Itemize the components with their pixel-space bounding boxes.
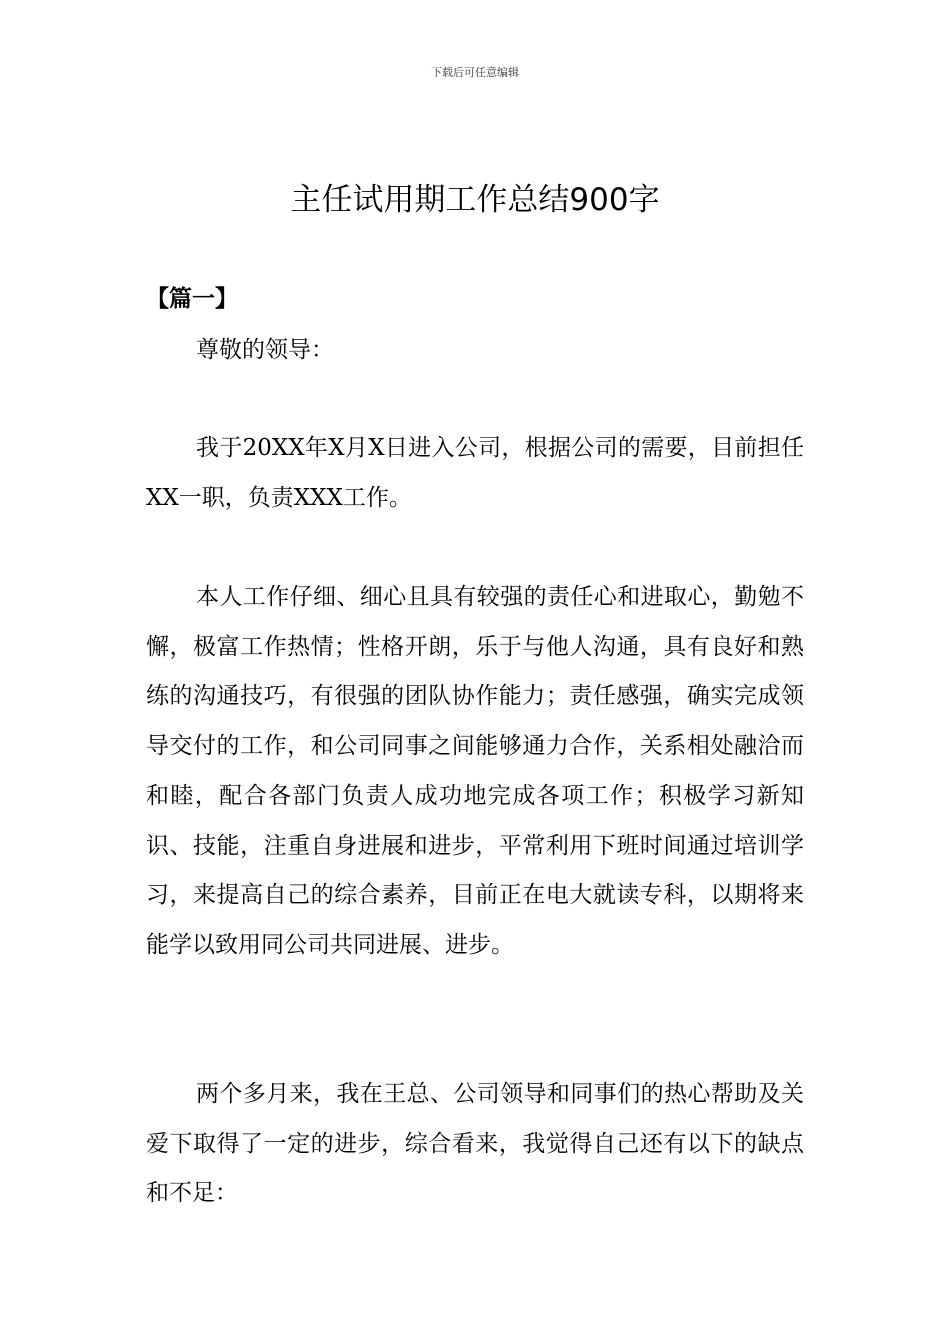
header-note: 下载后可任意编辑 xyxy=(431,66,519,79)
section-label: 【篇一】 xyxy=(146,286,238,312)
salutation: 尊敬的领导： xyxy=(196,337,334,363)
paragraph-self-assessment: 本人工作仔细、细心且具有较强的责任心和进取心，勤勉不懈，极富工作热情；性格开朗，乐于与他人沟通，具有良好和熟练的沟通技巧，有很强的团队协作能力；责任感强，确实完成领导交付的工作，和公司同事之间能够通力合作，关系相处融洽而和睦，配合各部门负责人成功地完成各项工作；积极学习新知识、技能，注重自身进展和进步，平常利用下班时间通过培训学习，来提高自己的综合素养，目前正在电大就读专科，以期将来能学以致用同公司共同进展、进步。 xyxy=(146,584,804,958)
document-title: 主任试用期工作总结900字 xyxy=(290,182,660,218)
paragraph-intro: 我于20XX年X月X日进入公司，根据公司的需要，目前担任XX一职，负责XXX工作。 xyxy=(146,435,804,511)
paragraph-shortcomings: 两个多月来，我在王总、公司领导和同事们的热心帮助及关爱下取得了一定的进步，综合看来，我觉得自己还有以下的缺点和不足： xyxy=(146,1081,804,1207)
